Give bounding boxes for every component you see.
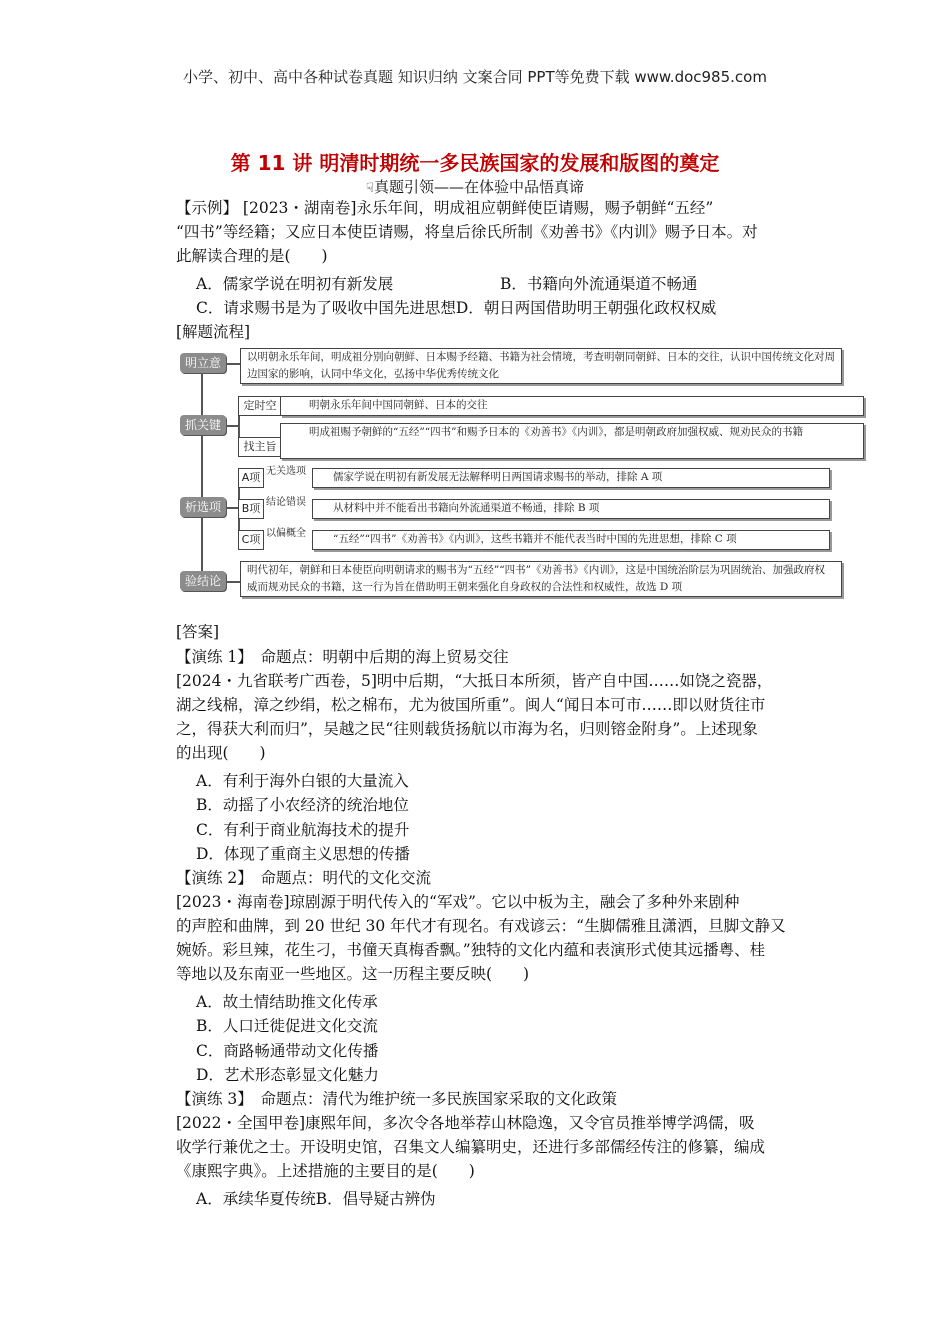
lesson-title: 第 11 讲 明清时期统一多民族国家的发展和版图的奠定 <box>230 151 720 175</box>
step-node-4: 验结论 <box>180 571 226 591</box>
drill1-stem-3: 之，得获大利而归”，吴越之民“往则载货扬航以市海为名，归则镕金附身”。上述现象 <box>176 720 758 738</box>
option-b-tag: B项 <box>238 499 264 519</box>
connector <box>226 507 238 509</box>
drill1-stem-2: 湖之线棉，漳之纱绢，松之棉布，尤为彼国所重”。闽人“闻日本可市……即以财货往市 <box>176 696 766 714</box>
connector <box>226 363 240 365</box>
option-c-note: 以偏概全 <box>266 528 306 539</box>
example-option-cd: C．请求赐书是为了吸收中国先进思想D．朝日两国借助明王朝强化政权权威 <box>196 299 717 317</box>
drill1-option-b: B．动摇了小农经济的统治地位 <box>196 796 409 814</box>
drill3-stem-2: 收学行兼优之士。开设明史馆，召集文人编纂明史，还进行多部儒经传注的修纂，编成 <box>176 1138 766 1156</box>
drill3-options: A．承续华夏传统B．倡导疑古辨伪 <box>196 1190 436 1208</box>
drill2-option-d: D．艺术形态彰显文化魅力 <box>196 1066 379 1084</box>
drill2-stem-1: [2023・海南卷]琼剧源于明代传入的“军戏”。它以中板为主，融会了多种外来剧种 <box>176 893 740 911</box>
drill2-option-c: C．商路畅通带动文化传播 <box>196 1042 379 1060</box>
drill1-stem-4: 的出现( ) <box>176 744 266 762</box>
example-line-1: 【示例】 [2023・湖南卷]永乐年间，明成祖应朝鲜使臣请赐，赐予朝鲜“五经” <box>176 199 714 217</box>
example-line-3: 此解读合理的是( ) <box>176 247 328 265</box>
drill3-stem-1: [2022・全国甲卷]康熙年间，多次令各地举荐山林隐逸，又令官员推举博学鸿儒，吸 <box>176 1114 755 1132</box>
drill1-heading: 【演练 1】 命题点：明朝中后期的海上贸易交往 <box>176 648 509 666</box>
option-a-box: 儒家学说在明初有新发展无法解释明日两国请求赐书的举动，排除 A 项 <box>312 468 830 488</box>
drill2-heading: 【演练 2】 命题点：明代的文化交流 <box>176 869 432 887</box>
drill2-option-a: A．故土情结助推文化传承 <box>196 993 378 1011</box>
example-option-a: A．儒家学说在明初有新发展 <box>196 275 394 293</box>
sub1-box: 明朝永乐年间中国同朝鲜、日本的交往 <box>280 396 864 416</box>
example-line-2: “四书”等经籍；又应日本使臣请赐，将皇后徐氏所制《劝善书》《内训》赐予日本。对 <box>176 223 758 241</box>
drill2-option-b: B．人口迁徙促进文化交流 <box>196 1017 378 1035</box>
option-a-note: 无关选项 <box>266 466 306 477</box>
process-label: [解题流程] <box>176 323 251 341</box>
hand-pointer-icon: ☟ <box>366 181 374 196</box>
drill1-stem-1: [2024・九省联考广西卷，5]明中后期，“大抵日本所须，皆产自中国……如饶之瓷器， <box>176 672 773 690</box>
answer-label: [答案] <box>176 623 220 641</box>
drill1-option-d: D．体现了重商主义思想的传播 <box>196 845 410 863</box>
sub-tag-theme: 找主旨 <box>238 437 282 457</box>
example-option-b: B．书籍向外流通渠道不畅通 <box>500 275 698 293</box>
drill2-stem-4: 等地以及东南亚一些地区。这一历程主要反映( ) <box>176 965 530 983</box>
option-c-box: “五经”“四书”《劝善书》《内训》，这些书籍并不能代表当时中国的先进思想，排除 C 项 <box>312 530 830 550</box>
option-a-tag: A项 <box>238 468 264 488</box>
step-node-1: 明立意 <box>180 353 226 373</box>
drill3-stem-3: 《康熙字典》。上述措施的主要目的是( ) <box>176 1162 475 1180</box>
drill3-heading: 【演练 3】 命题点：清代为维护统一多民族国家采取的文化政策 <box>176 1090 618 1108</box>
option-b-box: 从材料中并不能看出书籍向外流通渠道不畅通，排除 B 项 <box>312 499 830 519</box>
connector <box>226 425 238 427</box>
step1-box: 以明朝永乐年间，明成祖分别向朝鲜、日本赐予经籍、书籍为社会情境，考查明朝同朝鲜、日本的交往，认识中国传统文化对周边国家的影响，认同中华文化，弘扬中华优秀传统文化 <box>240 348 842 384</box>
step4-box: 明代初年，朝鲜和日本使臣向明朝请求的赐书为“五经”“四书”《劝善书》《内训》，这是中国统治阶层为巩固统治、加强政府权威而规劝民众的书籍，这一行为旨在借助明王朝来强化自身政权的合法性和权威性，故选 D 项 <box>240 561 842 597</box>
lesson-subtitle <box>0 176 950 197</box>
drill1-option-c: C．有利于商业航海技术的提升 <box>196 821 410 839</box>
watermark-header: 小学、初中、高中各种试卷真题 知识归纳 文案合同 PPT等免费下载 www.doc985.com <box>183 68 767 86</box>
subtitle-text: 真题引领——在体验中品悟真谛 <box>373 178 584 196</box>
connector <box>226 581 240 583</box>
sub-tag-time-space: 定时空 <box>238 396 282 416</box>
option-c-tag: C项 <box>238 530 264 550</box>
sub2-box: 明成祖赐予朝鲜的“五经”“四书”和赐予日本的《劝善书》《内训》，都是明朝政府加强权威、规劝民众的书籍 <box>280 423 864 459</box>
solution-flowchart <box>176 345 842 601</box>
drill2-stem-2: 的声腔和曲牌，到 20 世纪 30 年代才有现名。有戏谚云：“生脚儒雅且潇洒，旦脚文静又 <box>176 917 786 935</box>
spine-line <box>201 363 203 581</box>
option-b-note: 结论错误 <box>266 497 306 508</box>
drill1-option-a: A．有利于海外白银的大量流入 <box>196 772 409 790</box>
step-node-3: 析选项 <box>180 497 226 517</box>
drill2-stem-3: 婉娇。彩旦辣，花生刁，书僮天真梅香飘。”独特的文化内蕴和表演形式使其远播粤、桂 <box>176 941 766 959</box>
step-node-2: 抓关键 <box>180 415 226 435</box>
